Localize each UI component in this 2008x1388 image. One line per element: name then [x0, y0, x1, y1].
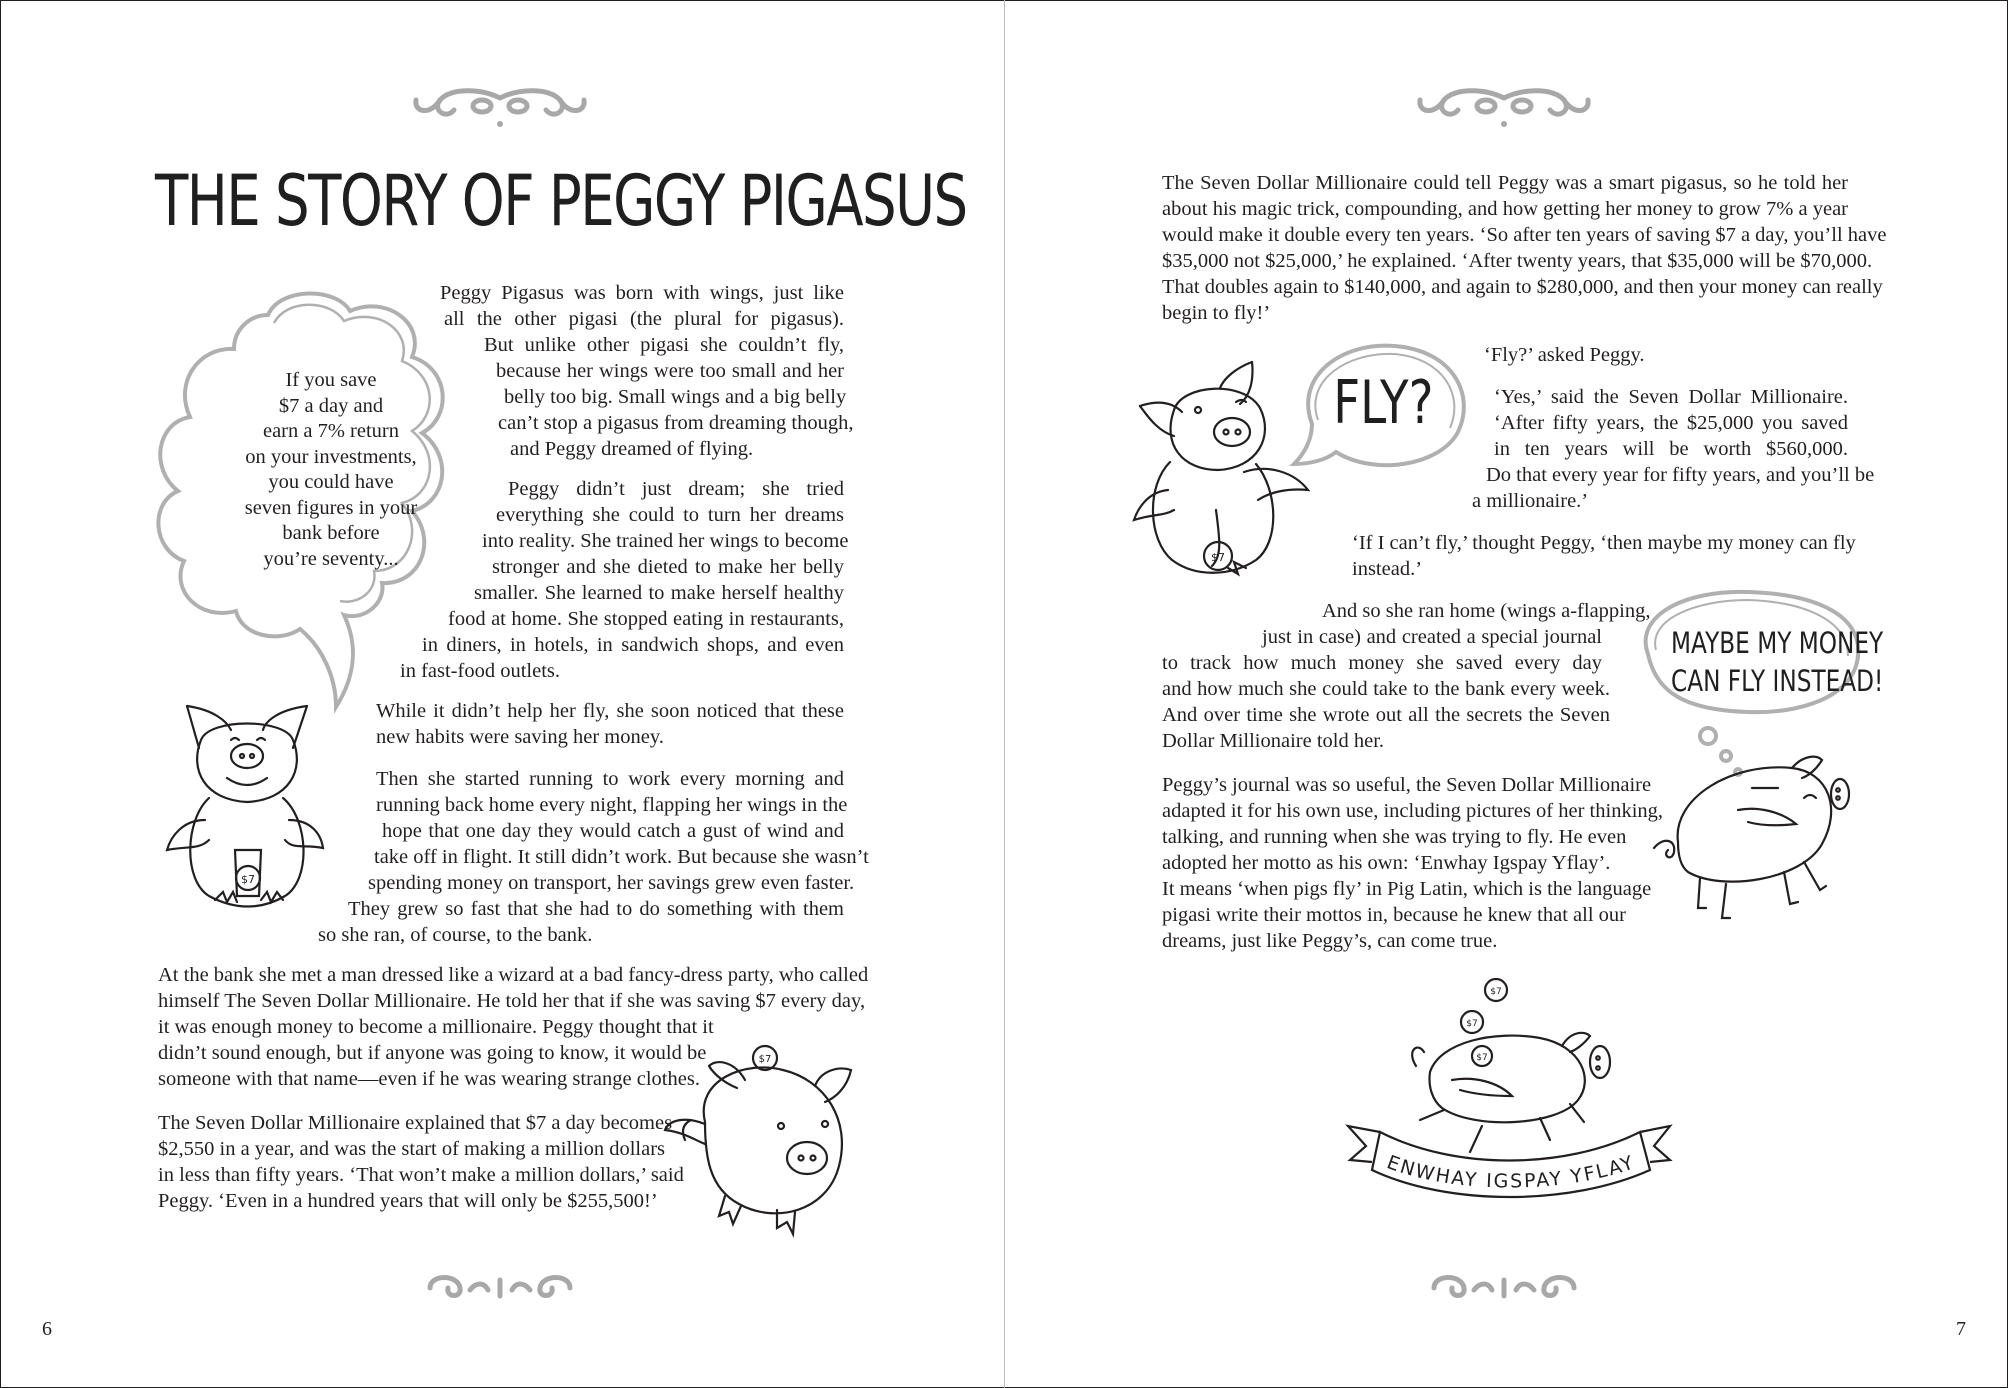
text-line: Then she started running to work every morning and	[376, 768, 844, 790]
text-line: about his magic trick, compounding, and how getting her money to grow 7% a year	[1162, 198, 1848, 220]
text-line: While it didn’t help her fly, she soon noticed that these	[376, 700, 844, 722]
top-right-ornament	[1414, 86, 1594, 132]
cloud-line: If you save	[285, 369, 377, 391]
text-line: Peggy Pigasus was born with wings, just like	[440, 282, 844, 304]
right-paragraph-4	[1352, 530, 1856, 582]
right-paragraph-1	[1162, 170, 1887, 326]
left-paragraph-4	[318, 766, 869, 948]
text-line: And so she ran home (wings a-flapping,	[1322, 600, 1651, 622]
text-line: ‘If I can’t fly,’ thought Peggy, ‘then maybe my money can fly	[1352, 532, 1856, 554]
text-line: a millionaire.’	[1472, 490, 1589, 512]
coin-label: $7	[1466, 1019, 1478, 1029]
flying-pig-banner-icon	[1344, 980, 1674, 1220]
text-line: himself The Seven Dollar Millionaire. He told her that if she was saving $7 every day,	[158, 990, 866, 1012]
text-line: didn’t sound enough, but if anyone was going to know, it would be	[158, 1042, 707, 1064]
text-line: belly too big. Small wings and a big belly	[504, 386, 847, 408]
text-line: smaller. She learned to make herself healthy	[474, 582, 844, 604]
coin-label: $7	[1476, 1053, 1488, 1063]
text-line: Do that every year for fifty years, and you’ll be	[1486, 464, 1875, 486]
text-line: take off in flight. It still didn’t work. But because she wasn’t	[374, 846, 869, 868]
text-line: talking, and running when she was trying to fly. He even	[1162, 826, 1627, 848]
coin-label: $7	[758, 1054, 772, 1065]
text-line: $2,550 in a year, and was the start of making a million dollars	[158, 1138, 666, 1160]
page-title: THE STORY OF PEGGY PIGASUS	[155, 160, 967, 242]
left-paragraph-3	[376, 698, 844, 750]
text-line: stronger and she dieted to make her belly	[492, 556, 844, 578]
text-line: just in case) and created a special journal	[1262, 626, 1602, 648]
thought-money-line: MAYBE MY MONEY	[1671, 626, 1884, 660]
text-line: it was enough money to become a millionaire. Peggy thought that it	[158, 1016, 714, 1038]
text-line: would make it double every ten years. ‘So after ten years of saving $7 a day, you’ll have	[1162, 224, 1887, 246]
left-paragraph-1	[440, 280, 854, 462]
text-line: everything she could to turn her dreams	[496, 504, 844, 526]
text-line: adapted it for his own use, including pictures of her thinking,	[1162, 800, 1664, 822]
left-page-number: 6	[42, 1318, 52, 1340]
cloud-line: earn a 7% return	[262, 420, 400, 442]
cloud-line: you’re seventy...	[263, 547, 399, 570]
text-line: And over time she wrote out all the secrets the Seven	[1162, 704, 1610, 726]
text-line: begin to fly!’	[1162, 302, 1271, 324]
text-line: to track how much money she saved every day	[1162, 652, 1602, 674]
cloud-line: you could have	[268, 471, 394, 493]
speech-fly-text: FLY?	[1333, 368, 1434, 438]
right-paragraph-6	[1162, 772, 1662, 954]
page-gutter	[1004, 0, 1005, 1388]
text-line: At the bank she met a man dressed like a wizard at a bad fancy-dress party, who called	[158, 964, 869, 986]
text-line: in fast-food outlets.	[400, 660, 560, 682]
text-line: instead.’	[1352, 558, 1423, 580]
text-line: Dollar Millionaire told her.	[1162, 730, 1385, 752]
text-line: The Seven Dollar Millionaire could tell Peggy was a smart pigasus, so he told her	[1162, 172, 1848, 194]
text-line: ‘After fifty years, the $25,000 you saved	[1494, 412, 1848, 434]
text-line: spending money on transport, her savings grew even faster.	[368, 872, 855, 894]
text-line: ‘Yes,’ said the Seven Dollar Millionaire.	[1494, 386, 1848, 408]
bottom-right-ornament	[1414, 1266, 1594, 1306]
cloud-line: $7 a day and	[278, 394, 384, 417]
thought-money-text	[1671, 624, 1884, 700]
text-line: The Seven Dollar Millionaire explained that $7 a day becomes	[158, 1112, 673, 1134]
text-line: can’t stop a pigasus from dreaming though,	[498, 412, 854, 434]
left-paragraph-5	[158, 962, 869, 1092]
text-line: new habits were saving her money.	[376, 726, 664, 748]
text-line: someone with that name—even if he was wearing strange clothes.	[158, 1068, 700, 1090]
thought-money-line: CAN FLY INSTEAD!	[1671, 664, 1884, 698]
text-line: pigasi write their mottos in, because he knew that all our	[1162, 904, 1626, 926]
sitting-pig-icon	[165, 700, 325, 915]
banner-motto-text: ENWHAY IGSPAY YFLAY	[1383, 1151, 1638, 1193]
text-line: It means ‘when pigs fly’ in Pig Latin, which is the language	[1162, 878, 1652, 900]
left-paragraph-6	[158, 1110, 684, 1214]
text-line: in ten years will be worth $560,000.	[1494, 438, 1848, 460]
text-line: all the other pigasi (the plural for pigasus).	[444, 308, 844, 330]
text-line: But unlike other pigasi she couldn’t fly,	[484, 334, 844, 356]
text-line: in diners, in hotels, in sandwich shops, and even	[422, 634, 844, 656]
text-line: Peggy’s journal was so useful, the Seven Dollar Millionaire	[1162, 774, 1652, 796]
text-line: adopted her motto as his own: ‘Enwhay Igspay Yflay’.	[1162, 852, 1611, 874]
text-line: ‘Fly?’ asked Peggy.	[1484, 344, 1645, 366]
text-line: running back home every night, flapping her wings in the	[376, 794, 848, 816]
text-line: Peggy didn’t just dream; she tried	[508, 478, 844, 500]
text-line: in less than fifty years. ‘That won’t make a million dollars,’ said	[158, 1164, 684, 1186]
cloud-line: bank before	[282, 522, 380, 544]
text-line: $35,000 not $25,000,’ he explained. ‘After twenty years, that $35,000 will be $70,000.	[1162, 250, 1873, 272]
text-line: so she ran, of course, to the bank.	[318, 924, 593, 946]
text-line: hope that one day they would catch a gust of wind and	[382, 820, 844, 842]
bottom-left-ornament	[410, 1266, 590, 1306]
text-line: because her wings were too small and her	[496, 360, 844, 382]
text-line: dreams, just like Peggy’s, can come true.	[1162, 930, 1498, 952]
text-line: and how much she could take to the bank every week.	[1162, 678, 1610, 700]
right-paragraph-5	[1162, 598, 1651, 754]
text-line: into reality. She trained her wings to become	[482, 530, 849, 552]
text-line: Peggy. ‘Even in a hundred years that will only be $255,500!’	[158, 1190, 658, 1212]
cloud-line: seven figures in your	[244, 496, 418, 519]
top-left-ornament	[410, 86, 590, 132]
text-line: food at home. She stopped eating in restaurants,	[448, 608, 844, 630]
walking-pig-icon	[1652, 752, 1852, 960]
text-line: They grew so fast that she had to do something with them	[348, 898, 844, 920]
coin-label: $7	[1211, 551, 1225, 564]
right-page-number: 7	[1956, 1318, 1966, 1340]
right-paragraph-2	[1484, 342, 1844, 368]
text-line: That doubles again to $140,000, and again to $280,000, and then your money can really	[1162, 276, 1883, 298]
cloud-line: on your investments,	[245, 445, 417, 468]
coin-label: $7	[241, 873, 255, 886]
left-paragraph-2	[400, 476, 849, 684]
text-line: and Peggy dreamed of flying.	[510, 438, 754, 460]
coin-label: $7	[1490, 987, 1502, 997]
right-paragraph-3	[1468, 384, 1875, 514]
